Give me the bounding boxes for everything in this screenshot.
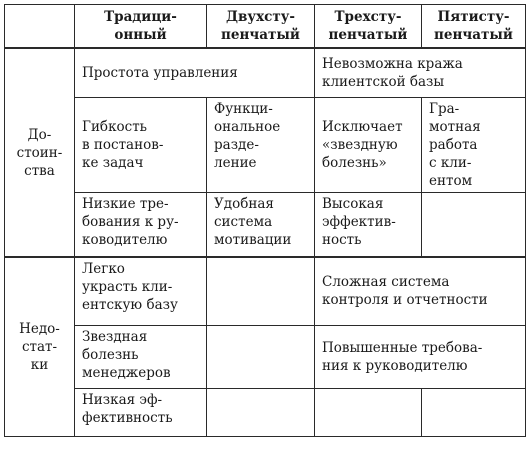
- disadvantages-row-1: [5, 257, 526, 325]
- cell-low-requirements: Низкие тре- бования к ру- ководителю: [75, 192, 207, 257]
- advantages-row-1: [5, 48, 526, 97]
- advantages-group-label: До- стоин- ства: [5, 48, 75, 257]
- cell-flexibility: Гибкость в постанов- ке задач: [75, 97, 207, 192]
- header-two-stage: Двухсту- пенчатый: [207, 5, 315, 49]
- disadvantages-group-label: Недо- стат- ки: [5, 257, 75, 436]
- header-corner-cell: [5, 5, 75, 49]
- header-row: [5, 5, 526, 49]
- cell-low-efficiency: Низкая эф- фективность: [75, 388, 207, 436]
- cell-functional-division: Функци- ональное разде- ление: [207, 97, 315, 192]
- cell-managers-star-disease: Звездная болезнь менеджеров: [75, 325, 207, 388]
- cell-empty: [207, 388, 315, 436]
- advantages-row-3: [5, 192, 526, 257]
- advantages-row-2: [5, 97, 526, 192]
- cell-empty: [315, 388, 422, 436]
- comparison-table: [4, 4, 526, 437]
- cell-excludes-star-disease: Исключает «звездную болезнь»: [315, 97, 422, 192]
- cell-empty: [207, 257, 315, 325]
- cell-convenient-motivation: Удобная система мотивации: [207, 192, 315, 257]
- cell-high-manager-requirements: Повышенные требова- ния к руководителю: [315, 325, 526, 388]
- disadvantages-row-3: [5, 388, 526, 436]
- header-three-stage: Трехсту- пенчатый: [315, 5, 422, 49]
- cell-empty: [207, 325, 315, 388]
- disadvantages-row-2: [5, 325, 526, 388]
- cell-complex-control: Сложная система контроля и отчетности: [315, 257, 526, 325]
- cell-empty: [422, 388, 526, 436]
- cell-competent-client-work: Гра- мотная работа с кли- ентом: [422, 97, 526, 192]
- header-five-stage: Пятисту- пенчатый: [422, 5, 526, 49]
- cell-easy-steal-base: Легко украсть кли- ентскую базу: [75, 257, 207, 325]
- cell-high-efficiency: Высокая эффектив- ность: [315, 192, 422, 257]
- cell-client-base-theft-impossible: Невозможна кража клиентской базы: [315, 48, 526, 97]
- cell-empty: [422, 192, 526, 257]
- header-traditional: Традици- онный: [75, 5, 207, 49]
- cell-simple-management: Простота управления: [75, 48, 315, 97]
